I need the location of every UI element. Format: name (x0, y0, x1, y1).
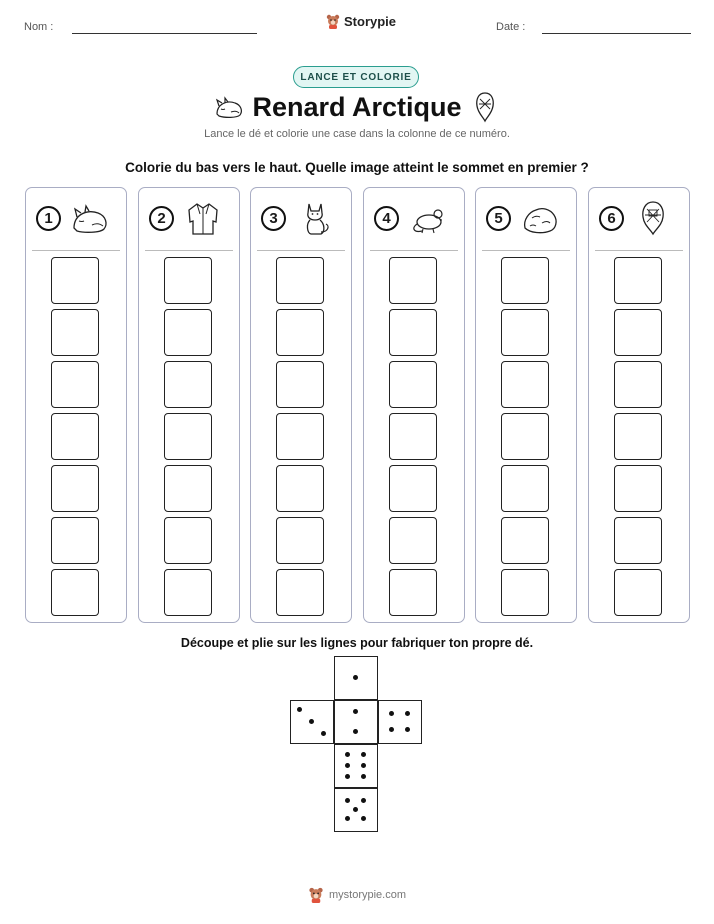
page-title: Renard Arctique (252, 92, 462, 122)
coloring-box[interactable] (501, 569, 549, 616)
dice-pip (345, 763, 350, 768)
coloring-box[interactable] (501, 465, 549, 512)
coloring-box[interactable] (51, 257, 99, 304)
coloring-box[interactable] (501, 517, 549, 564)
coloring-box[interactable] (276, 309, 324, 356)
page-subtitle: Lance le dé et colorie une case dans la colonne de ce numéro. (204, 128, 510, 140)
dice-pip (309, 719, 314, 724)
date-label: Date : (496, 21, 526, 33)
dice-pip (353, 729, 358, 734)
bear-mascot-icon (308, 887, 324, 903)
column-6 (588, 187, 690, 623)
coloring-box[interactable] (501, 361, 549, 408)
dice-pip (405, 727, 410, 732)
footer (0, 887, 714, 903)
column-header (364, 188, 464, 250)
dice-face-2 (334, 700, 378, 744)
coloring-box[interactable] (614, 309, 662, 356)
mouse-icon (408, 200, 448, 236)
coloring-box[interactable] (389, 569, 437, 616)
name-label: Nom : (24, 21, 54, 33)
column-header (589, 188, 689, 250)
column-number: 1 (36, 206, 61, 231)
sleeping-fox-icon (70, 200, 110, 236)
coloring-box[interactable] (164, 517, 212, 564)
coloring-box[interactable] (164, 465, 212, 512)
activity-badge: LANCE ET COLORIE (293, 66, 419, 88)
dice-pip (345, 816, 350, 821)
coloring-box[interactable] (276, 465, 324, 512)
dice-pip (361, 763, 366, 768)
snowshoe-icon (475, 91, 495, 123)
coloring-box[interactable] (164, 361, 212, 408)
dice-pip (345, 798, 350, 803)
column-divider (482, 250, 570, 251)
coloring-box[interactable] (389, 413, 437, 460)
coloring-box[interactable] (614, 257, 662, 304)
dice-pip (361, 774, 366, 779)
footer-url[interactable]: mystorypie.com (328, 889, 407, 901)
column-divider (145, 250, 233, 251)
snowshoe-icon (633, 200, 673, 236)
column-5 (475, 187, 577, 623)
column-header (251, 188, 351, 250)
coloring-box[interactable] (276, 257, 324, 304)
dice-pip (353, 807, 358, 812)
column-header (476, 188, 576, 250)
coloring-box[interactable] (51, 309, 99, 356)
column-number: 5 (486, 206, 511, 231)
column-divider (32, 250, 120, 251)
column-number: 6 (599, 206, 624, 231)
dice-pip (321, 731, 326, 736)
dice-pip (361, 798, 366, 803)
coloring-box[interactable] (276, 361, 324, 408)
column-header (26, 188, 126, 250)
date-line[interactable] (542, 33, 691, 34)
brand-logo (326, 14, 396, 29)
coloring-box[interactable] (51, 465, 99, 512)
brand-name: Storypie (344, 14, 397, 29)
coloring-box[interactable] (276, 413, 324, 460)
dice-pip (297, 707, 302, 712)
coloring-box[interactable] (501, 257, 549, 304)
column-1 (25, 187, 127, 623)
dice-pip (389, 711, 394, 716)
dice-pip (389, 727, 394, 732)
dice-pip (353, 675, 358, 680)
coloring-box[interactable] (389, 257, 437, 304)
column-number: 3 (261, 206, 286, 231)
rock-icon (520, 200, 560, 236)
coloring-box[interactable] (51, 413, 99, 460)
coloring-box[interactable] (276, 569, 324, 616)
column-3 (250, 187, 352, 623)
coloring-box[interactable] (51, 361, 99, 408)
column-2 (138, 187, 240, 623)
dice-face-6 (334, 744, 378, 788)
dice-face-5 (334, 788, 378, 832)
coloring-box[interactable] (51, 517, 99, 564)
dice-pip (361, 816, 366, 821)
coloring-instruction: Colorie du bas vers le haut. Quelle image atteint le sommet en premier ? (125, 160, 589, 175)
dice-pip (353, 709, 358, 714)
coloring-box[interactable] (614, 517, 662, 564)
column-divider (595, 250, 683, 251)
column-number: 4 (374, 206, 399, 231)
column-divider (370, 250, 458, 251)
column-4 (363, 187, 465, 623)
dice-pip (345, 752, 350, 757)
dice-pip (345, 774, 350, 779)
coloring-box[interactable] (501, 309, 549, 356)
coloring-box[interactable] (614, 569, 662, 616)
coloring-box[interactable] (389, 517, 437, 564)
coloring-box[interactable] (389, 309, 437, 356)
dice-instruction: Découpe et plie sur les lignes pour fabriquer ton propre dé. (180, 636, 534, 650)
dice-face-3 (290, 700, 334, 744)
coloring-box[interactable] (389, 361, 437, 408)
coloring-box[interactable] (164, 569, 212, 616)
coloring-box[interactable] (614, 361, 662, 408)
coloring-box[interactable] (164, 257, 212, 304)
dice-face-1 (334, 656, 378, 700)
coloring-box[interactable] (164, 309, 212, 356)
coloring-box[interactable] (276, 517, 324, 564)
column-header (139, 188, 239, 250)
coloring-box[interactable] (614, 413, 662, 460)
arctic-fox-sitting-icon (295, 200, 335, 236)
coloring-box[interactable] (501, 413, 549, 460)
dice-face-4 (378, 700, 422, 744)
column-divider (257, 250, 345, 251)
dice-pip (361, 752, 366, 757)
dice-pip (405, 711, 410, 716)
coloring-box[interactable] (164, 413, 212, 460)
bear-mascot-icon (326, 14, 340, 29)
column-number: 2 (149, 206, 174, 231)
name-line[interactable] (72, 33, 257, 34)
coloring-box[interactable] (614, 465, 662, 512)
coloring-box[interactable] (51, 569, 99, 616)
coloring-box[interactable] (389, 465, 437, 512)
fur-coat-icon (183, 200, 223, 236)
